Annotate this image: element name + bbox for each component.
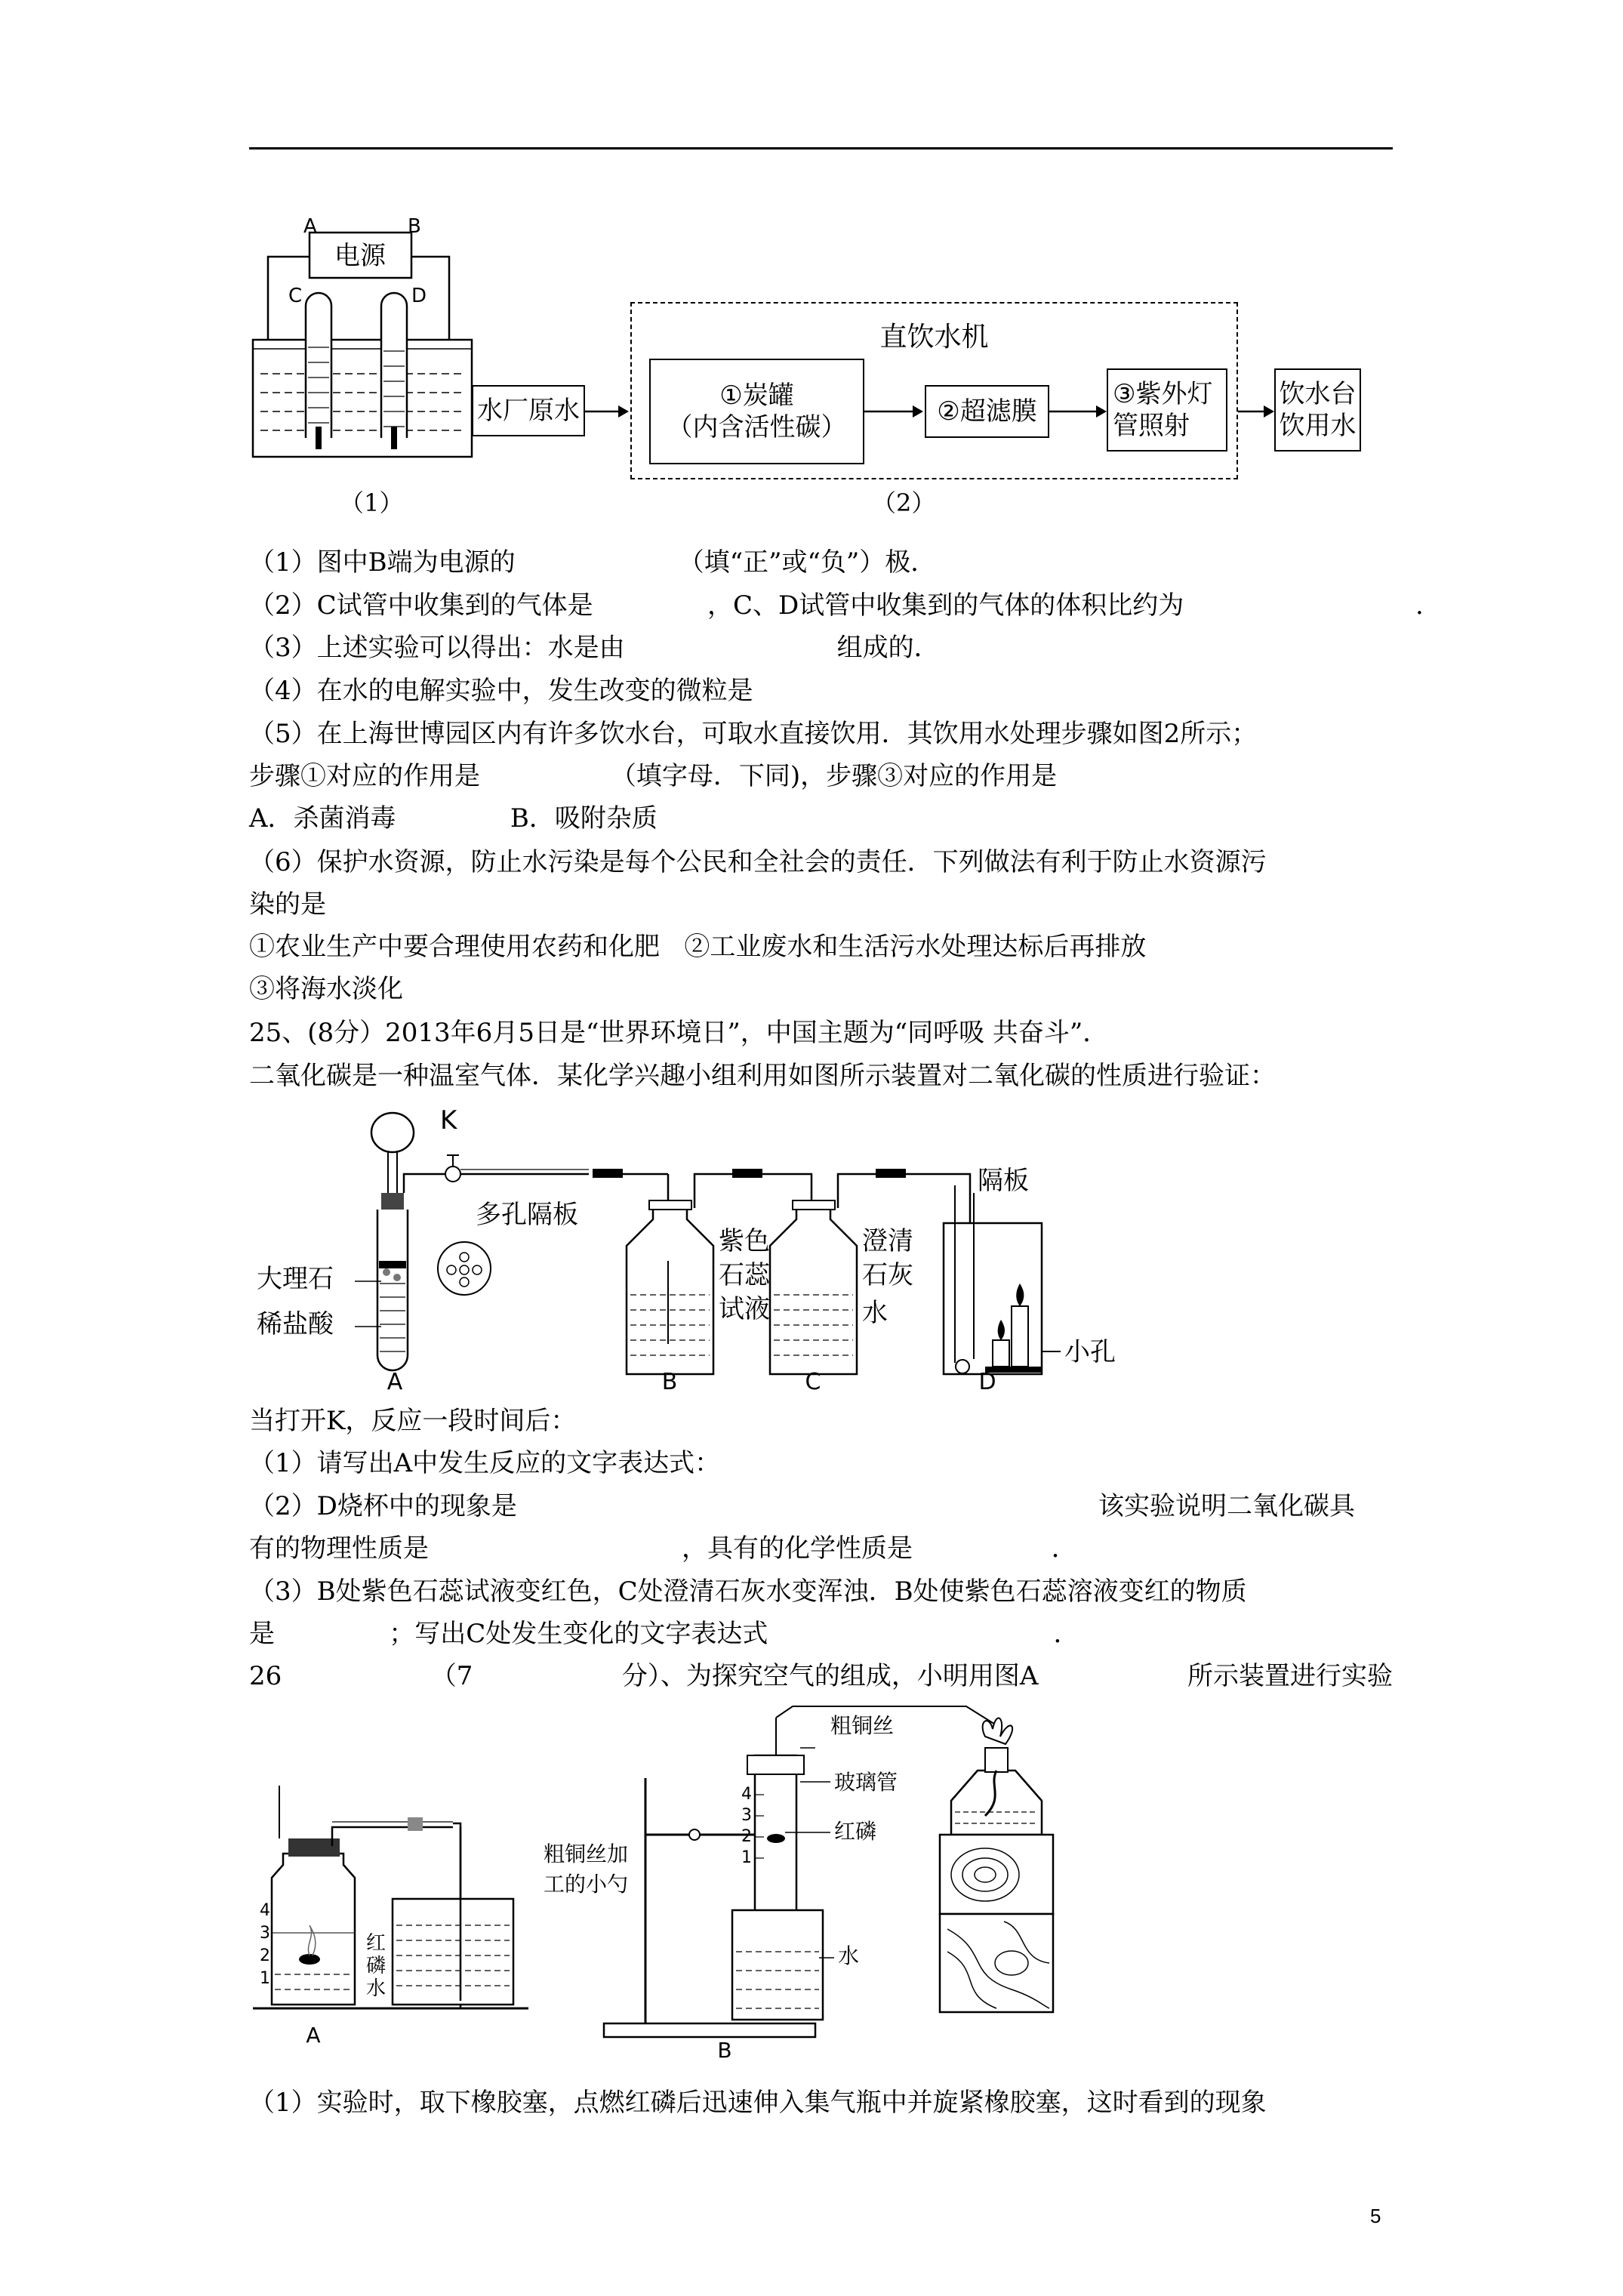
red-phosphorus-a-1: 红 [366,1932,387,1955]
q24-line-1: （1）图中B端为电源的 （填“正”或“负”）极． [249,547,937,578]
scale-3: 3 [260,1924,270,1943]
figure1-caption: （1） [340,488,404,517]
tube-d-label: D [411,285,427,307]
flow-arrow-4 [1238,381,1276,442]
q24-line-8: （6）保护水资源，防止水污染是每个公民和全社会的责任．下列做法有利于防止水资源污 [249,847,1267,877]
uv-lamp-label: ③紫外灯 [1113,379,1213,409]
uv-lamp-sub: 管照射 [1113,411,1190,441]
electrolysis-diagram [249,211,476,476]
scale-1: 1 [260,1969,270,1988]
page-number: 5 [1370,2205,1381,2227]
q25-intro: 二氧化碳是一种温室气体．某化学兴趣小组利用如图所示装置对二氧化碳的性质进行验证： [249,1061,1276,1091]
scale-4: 4 [260,1901,270,1920]
terminal-a-label: A [303,215,317,238]
flow-arrow-3 [1049,381,1110,442]
co2-apparatus-diagram [249,1102,1140,1393]
hole-label: 小孔 [1064,1337,1116,1367]
partition-label: 隔板 [978,1166,1029,1196]
air-composition-diagram [242,1703,1102,2063]
q25-line-6: 是 ；写出C处发生变化的文字表达式 ． [249,1619,1079,1649]
terminal-b-label: B [408,215,421,238]
spoon-label-2: 工的小勺 [544,1872,629,1897]
q26-header-part-3: 分）、为探究空气的组成，小明用图A [621,1661,1039,1691]
apparatus-d-label: D [978,1369,996,1395]
q24-line-11: ③将海水淡化 [249,974,403,1004]
acid-label: 稀盐酸 [257,1309,334,1339]
q24-line-7: A．杀菌消毒 B．吸附杂质 [249,803,658,834]
q26-header-part-1: 26 [249,1661,282,1691]
scale-b-1: 1 [741,1848,752,1867]
q24-line-9: 染的是 [249,889,326,920]
porous-plate-label: 多孔隔板 [476,1200,578,1230]
q26-header [249,1661,1393,1691]
apparatus-a-label: A [387,1369,403,1395]
apparatus-b-label: B [661,1369,678,1395]
figure-a-label: A [306,2023,321,2048]
q26-header-part-2: （7 [430,1661,473,1691]
fountain-label: 饮水台 [1279,379,1357,409]
red-phosphorus-b-label: 红磷 [834,1819,877,1844]
limewater-label-3: 水 [862,1298,888,1328]
litmus-label-3: 试液 [719,1294,770,1324]
q24-line-2: （2）C试管中收集到的气体是 ，C、D试管中收集到的气体的体积比约为 [249,590,1184,621]
q25-line-2: （1）请写出A中发生反应的文字表达式： [249,1448,721,1478]
scale-b-3: 3 [741,1806,752,1825]
tube-c-label: C [288,285,303,307]
glass-tube-label: 玻璃管 [834,1770,898,1795]
q24-line-2-dot: . [1415,590,1424,621]
raw-water-box: 水厂原水 [472,385,585,436]
q24-line-4: （4）在水的电解实验中，发生改变的微粒是 [249,676,753,706]
header-rule [249,147,1393,149]
litmus-label-1: 紫色 [719,1226,770,1256]
power-label: 电源 [334,241,386,271]
carbon-tank-sub: （内含活性碳） [667,412,847,442]
machine-title: 直饮水机 [879,322,989,353]
q26-header-part-4: 所示装置进行实验 [1187,1661,1393,1691]
limewater-label-2: 石灰 [862,1260,913,1290]
q24-line-3: （3）上述实验可以得出：水是由 组成的． [249,633,940,663]
carbon-tank-box [649,359,864,464]
ultrafiltration-box: ②超滤膜 [925,385,1049,438]
figure2-caption: （2） [872,488,936,517]
valve-k-label: K [440,1105,457,1136]
litmus-label-2: 石蕊 [719,1260,770,1290]
uv-lamp-box [1107,368,1227,451]
scale-2: 2 [260,1946,270,1965]
marble-label: 大理石 [257,1264,334,1294]
scale-b-4: 4 [741,1785,752,1804]
figure-b-label: B [717,2038,732,2063]
apparatus-c-label: C [805,1369,821,1395]
q25-line-3-right: 该实验说明二氧化碳具 [1098,1491,1355,1521]
limewater-label-1: 澄清 [862,1226,913,1256]
q25-line-3: （2）D烧杯中的现象是 [249,1491,517,1521]
flow-arrow-2 [864,381,925,442]
q25-line-4: 有的物理性质是 ，具有的化学性质是 ． [249,1533,1077,1564]
q25-line-5: （3）B处紫色石蕊试液变红色，C处澄清石灰水变浑浊．B处使紫色石蕊溶液变红的物质 [249,1576,1247,1607]
q24-line-5: （5）在上海世博园区内有许多饮水台，可取水直接饮用．其饮用水处理步骤如图2所示； [249,719,1258,749]
q25-line-1: 当打开K，反应一段时间后： [249,1406,577,1436]
spoon-label-1: 粗铜丝加 [544,1841,629,1866]
carbon-tank-label: ①炭罐 [719,381,794,411]
q24-line-10: ①农业生产中要合理使用农药和化肥 ②工业废水和生活污水处理达标后再排放 [249,932,1147,962]
q26-line-1: （1）实验时，取下橡胶塞，点燃红磷后迅速伸入集气瓶中并旋紧橡胶塞，这时看到的现象 [249,2088,1267,2118]
scale-b-2: 2 [741,1827,752,1846]
water-a-label: 水 [366,1977,387,2000]
drinking-fountain-box [1274,368,1361,451]
water-b-label: 水 [838,1943,860,1968]
flow-arrow-1 [585,381,630,442]
fountain-sub: 饮用水 [1279,411,1357,441]
q25-header: 25、(8分）2013年6月5日是“世界环境日”，中国主题为“同呼吸 共奋斗”． [249,1018,1109,1048]
q24-line-6: 步骤①对应的作用是 （填字母．下同)，步骤③对应的作用是 [249,761,1058,791]
red-phosphorus-a-2: 磷 [366,1955,387,1977]
copper-wire-label: 粗铜丝 [830,1713,895,1738]
